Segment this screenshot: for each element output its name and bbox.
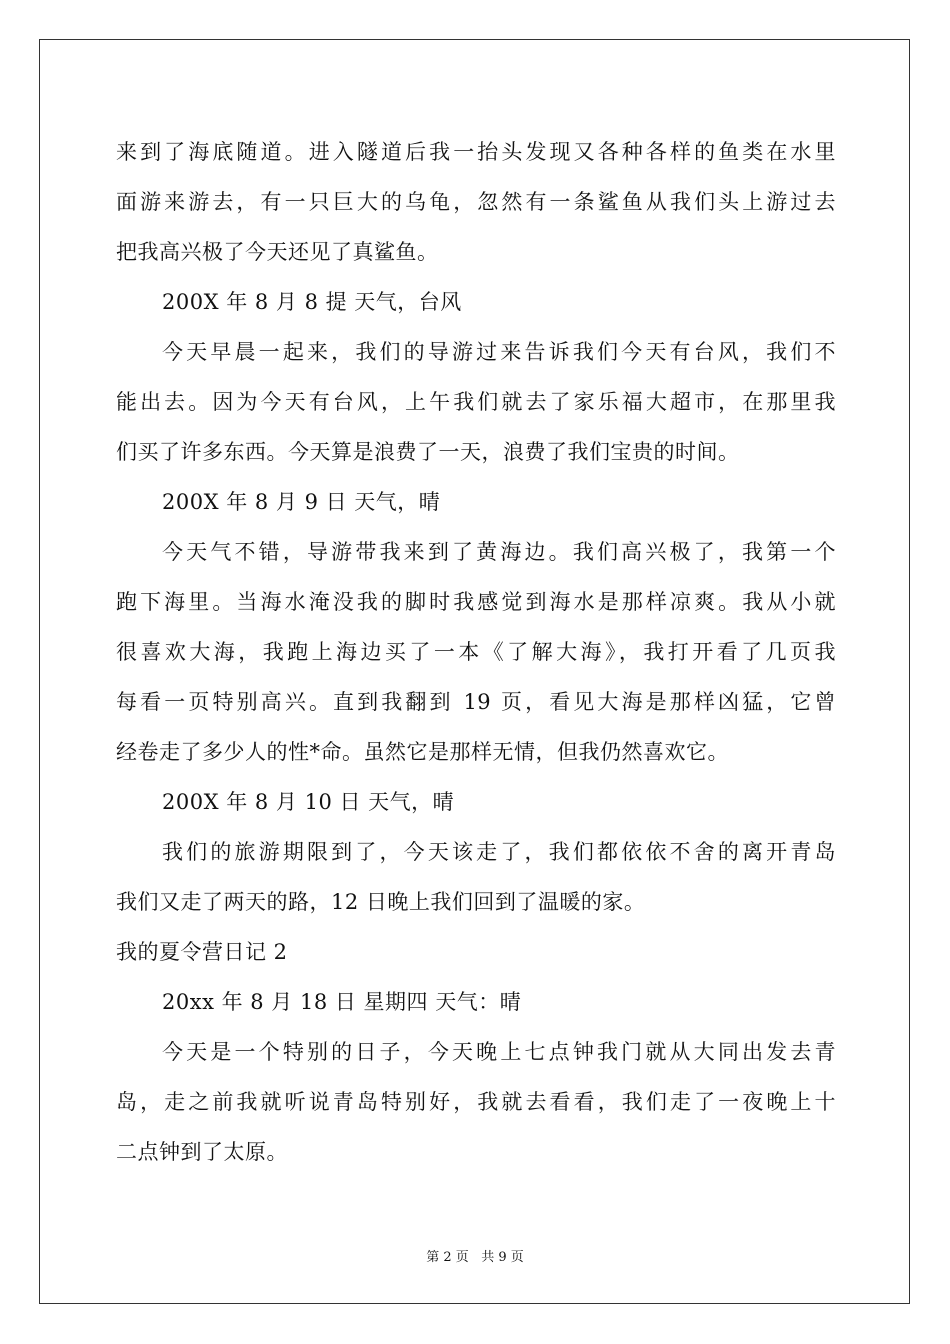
page-number: 第 2 页 xyxy=(426,1250,469,1265)
text-line: 岛，走之前我就听说青岛特别好，我就去看看，我们走了一夜晚上十 xyxy=(116,1090,836,1114)
text-line: 能出去。因为今天有台风，上午我们就去了家乐福大超市，在那里我 xyxy=(116,390,836,414)
text-line: 20xx 年 8 月 18 日 星期四 天气：晴 xyxy=(162,990,522,1014)
text-line: 今天是一个特别的日子，今天晚上七点钟我门就从大同出发去青 xyxy=(162,1040,836,1064)
document-body xyxy=(116,127,836,1177)
text-line: 200X 年 8 月 8 提 天气，台风 xyxy=(162,290,462,314)
text-line: 经卷走了多少人的性*命。虽然它是那样无情，但我仍然喜欢它。 xyxy=(116,740,729,764)
text-line: 200X 年 8 月 10 日 天气，晴 xyxy=(162,790,455,814)
page-total: 共 9 页 xyxy=(481,1250,524,1265)
text-line: 今天气不错，导游带我来到了黄海边。我们高兴极了，我第一个 xyxy=(162,540,836,564)
text-line: 200X 年 8 月 9 日 天气，晴 xyxy=(162,490,441,514)
text-line: 来到了海底随道。进入隧道后我一抬头发现又各种各样的鱼类在水里 xyxy=(116,140,836,164)
text-line: 很喜欢大海，我跑上海边买了一本《了解大海》，我打开看了几页我 xyxy=(116,640,836,664)
text-line: 跑下海里。当海水淹没我的脚时我感觉到海水是那样凉爽。我从小就 xyxy=(116,590,836,614)
text-line: 我的夏令营日记 2 xyxy=(116,940,288,964)
text-line: 我们又走了两天的路，12 日晚上我们回到了温暖的家。 xyxy=(116,890,646,914)
text-line: 面游来游去，有一只巨大的乌龟，忽然有一条鲨鱼从我们头上游过去 xyxy=(116,190,836,214)
text-line: 每看一页特别高兴。直到我翻到 19 页，看见大海是那样凶猛，它曾 xyxy=(116,690,836,714)
text-line: 我们的旅游期限到了，今天该走了，我们都依依不舍的离开青岛 xyxy=(162,840,836,864)
text-line: 二点钟到了太原。 xyxy=(116,1140,288,1164)
text-line: 把我高兴极了今天还见了真鲨鱼。 xyxy=(116,240,439,264)
text-line: 今天早晨一起来，我们的导游过来告诉我们今天有台风，我们不 xyxy=(162,340,836,364)
page-footer xyxy=(0,1246,950,1265)
text-line: 们买了许多东西。今天算是浪费了一天，浪费了我们宝贵的时间。 xyxy=(116,440,740,464)
